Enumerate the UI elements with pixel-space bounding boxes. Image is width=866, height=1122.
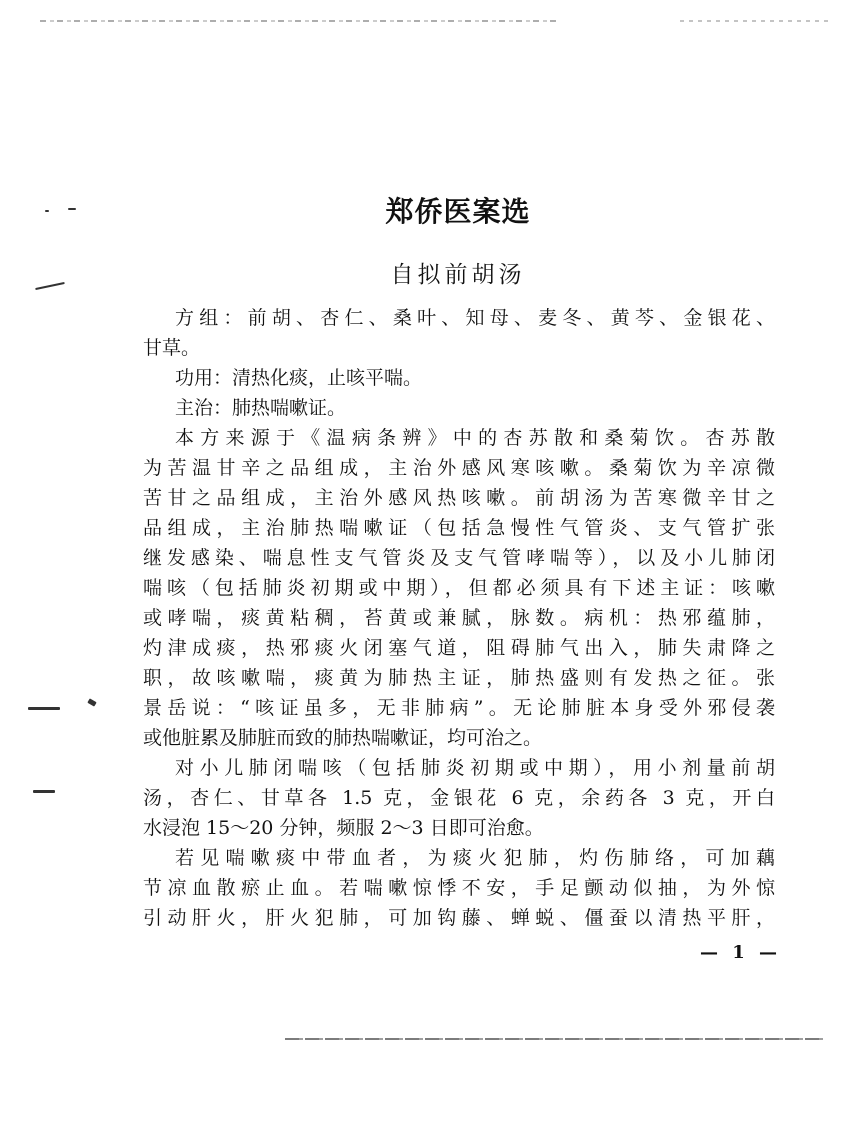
text-line: 苦甘之品组成，主治外感风热咳嗽。前胡汤为苦寒微辛甘之 [143, 487, 775, 509]
text-line: 引动肝火，肝火犯肺，可加钩藤、蝉蜕、僵蚕以清热平肝， [143, 907, 775, 929]
scan-mark [87, 698, 96, 706]
scan-artifact-top-right [680, 20, 830, 22]
text-line: 职，故咳嗽喘，痰黄为肺热主证，肺热盛则有发热之征。张 [143, 667, 775, 689]
text-line: 或他脏累及肺脏而致的肺热喘嗽证，均可治之。 [143, 727, 543, 749]
page-number: — 1 — [700, 942, 782, 963]
text-line: 为苦温甘辛之品组成，主治外感风寒咳嗽。桑菊饮为辛凉微 [143, 457, 775, 479]
text-line: 品组成，主治肺热喘嗽证（包括急慢性气管炎、支气管扩张 [143, 517, 775, 539]
scan-mark [33, 790, 55, 793]
text-line: 方组：前胡、杏仁、桑叶、知母、麦冬、黄芩、金银花、 [175, 307, 775, 329]
text-line: 主治：肺热喘嗽证。 [175, 397, 347, 419]
section-title: 自拟前胡汤 [390, 262, 526, 288]
scan-artifact-bottom [285, 1038, 825, 1040]
text-line: 对小儿肺闭喘咳（包括肺炎初期或中期），用小剂量前胡 [175, 757, 775, 779]
text-line: 功用：清热化痰，止咳平喘。 [175, 367, 423, 389]
body-text [143, 303, 775, 933]
scan-artifact-top [40, 20, 560, 22]
text-line: 若见喘嗽痰中带血者，为痰火犯肺，灼伤肺络，可加藕 [175, 847, 775, 869]
text-line: 灼津成痰，热邪痰火闭塞气道，阻碍肺气出入，肺失肃降之 [143, 637, 775, 659]
text-line: 节凉血散瘀止血。若喘嗽惊悸不安，手足颤动似抽，为外惊 [143, 877, 775, 899]
text-line: 汤，杏仁、甘草各 1.5 克，金银花 6 克，余药各 3 克，开白 [143, 787, 775, 809]
text-line: 水浸泡 15～20 分钟，频服 2～3 日即可治愈。 [143, 817, 544, 839]
text-line: 喘咳（包括肺炎初期或中期），但都必须具有下述主证：咳嗽 [143, 577, 775, 599]
text-line: 本方来源于《温病条辨》中的杏苏散和桑菊饮。杏苏散 [175, 427, 775, 449]
scan-mark [28, 707, 60, 710]
book-title: 郑侨医案选 [385, 195, 531, 228]
text-line: 景岳说：“咳证虽多，无非肺病”。无论肺脏本身受外邪侵袭 [143, 697, 775, 719]
text-line: 或哮喘，痰黄粘稠，苔黄或兼腻，脉数。病机：热邪蕴肺， [143, 607, 775, 629]
text-line: 甘草。 [143, 337, 201, 359]
text-line: 继发感染、喘息性支气管炎及支气管哮喘等），以及小儿肺闭 [143, 547, 775, 569]
